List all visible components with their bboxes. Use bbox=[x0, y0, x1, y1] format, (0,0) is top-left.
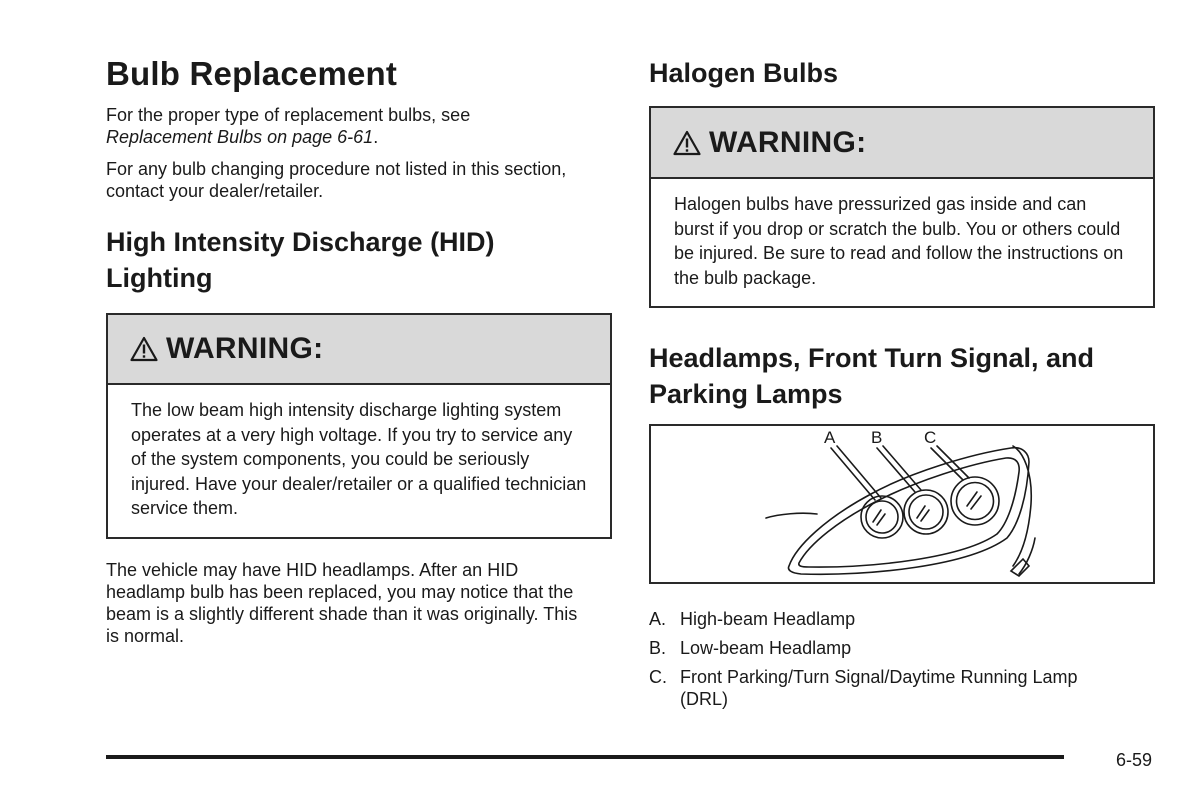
headlamps-heading-line1: Headlamps, Front Turn Signal, and bbox=[649, 343, 1095, 373]
halogen-warning-header bbox=[651, 108, 1153, 179]
halogen-heading: Halogen Bulbs bbox=[649, 58, 839, 88]
replacement-bulbs-reference[interactable]: Replacement Bulbs on page 6-61 bbox=[106, 127, 374, 147]
dealer-paragraph: For any bulb changing procedure not listed in this section, contact your dealer/retailer. bbox=[106, 159, 567, 201]
legend-item bbox=[649, 608, 1119, 630]
legend-text: High-beam Headlamp bbox=[680, 609, 856, 629]
headlamps-heading-line2: Parking Lamps bbox=[649, 379, 843, 409]
hid-info-paragraph: The vehicle may have HID headlamps. After an HID headlamp bulb has been replaced, you may notice that the beam is a slightly different shade than it was originally. This is normal. bbox=[106, 560, 578, 646]
footer-rule bbox=[106, 755, 1064, 759]
intro-paragraph bbox=[106, 104, 586, 148]
page-number: 6-59 bbox=[1116, 750, 1153, 770]
halogen-warning-text: Halogen bulbs have pressurized gas inside and can burst if you drop or scratch the bulb. You or others could be injured. Be sure to read and follow the instructions on the bulb package. bbox=[674, 194, 1124, 288]
halogen-warning-title: WARNING: bbox=[709, 125, 867, 159]
legend-text: Front Parking/Turn Signal/Daytime Running Lamp (DRL) bbox=[680, 667, 1078, 709]
headlamp-illustration bbox=[651, 426, 1153, 582]
figure-label-b: B bbox=[871, 428, 883, 447]
page-title: Bulb Replacement bbox=[106, 55, 398, 92]
legend-text: Low-beam Headlamp bbox=[680, 638, 852, 658]
intro-period: . bbox=[373, 127, 379, 147]
hid-heading-line2: Lighting bbox=[106, 263, 213, 293]
legend-letter: A. bbox=[649, 609, 667, 629]
figure-legend bbox=[649, 608, 1119, 717]
headlamp-diagram bbox=[649, 424, 1155, 584]
hid-warning-box bbox=[106, 313, 612, 539]
headlamps-heading bbox=[649, 340, 1155, 412]
halogen-warning-box bbox=[649, 106, 1155, 308]
warning-triangle-icon bbox=[673, 130, 701, 156]
hid-warning-text: The low beam high intensity discharge lighting system operates at a very high voltage. If you try to service any of the system components, you could be seriously injured. Have your dealer/retailer or a qualified technician service them. bbox=[131, 400, 587, 518]
legend-letter: C. bbox=[649, 667, 667, 687]
figure-label-c: C bbox=[924, 428, 937, 447]
legend-letter: B. bbox=[649, 638, 667, 658]
intro-text: For the proper type of replacement bulbs, see bbox=[106, 105, 471, 125]
hid-heading bbox=[106, 224, 586, 296]
hid-warning-title: WARNING: bbox=[166, 332, 324, 365]
figure-label-a: A bbox=[824, 428, 836, 447]
legend-item bbox=[649, 637, 1119, 659]
hid-heading-line1: High Intensity Discharge (HID) bbox=[106, 227, 495, 257]
hid-warning-header bbox=[108, 315, 610, 385]
warning-triangle-icon bbox=[130, 336, 158, 362]
legend-item bbox=[649, 666, 1119, 710]
